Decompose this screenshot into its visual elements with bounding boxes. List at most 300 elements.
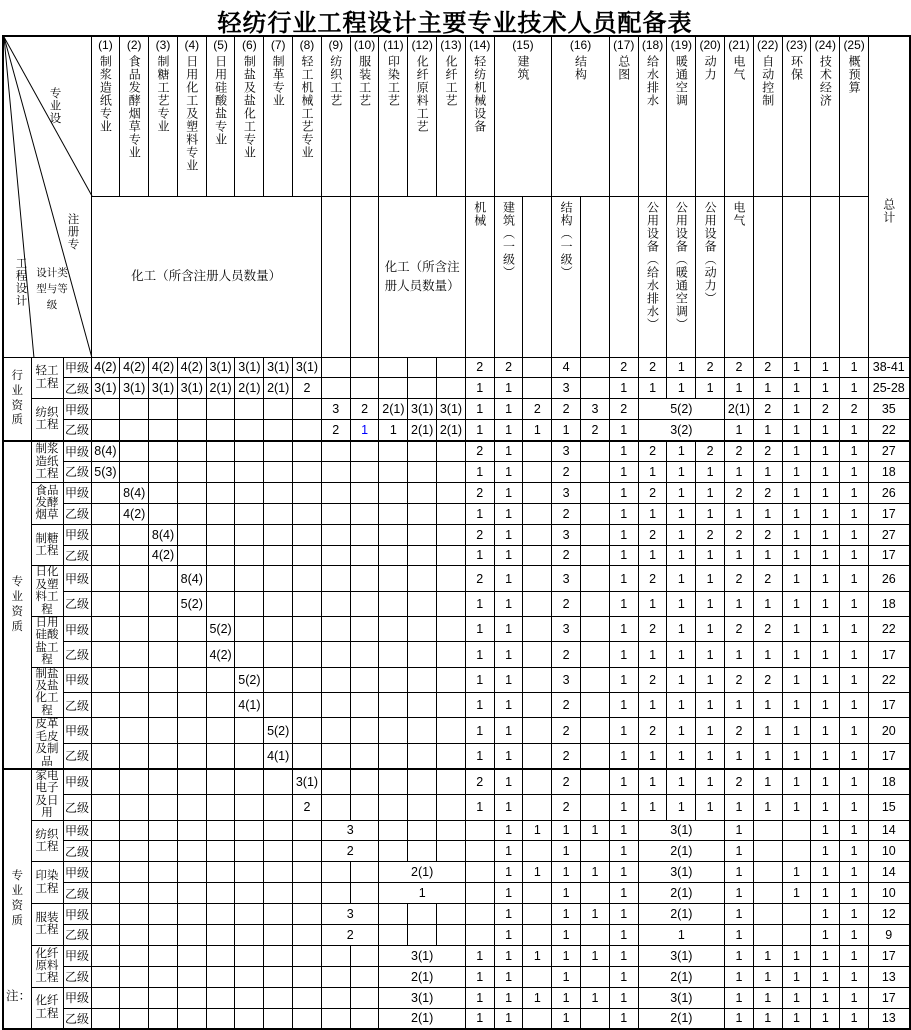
empty-cell bbox=[264, 945, 293, 966]
data-cell: 1 bbox=[811, 820, 840, 841]
empty-cell bbox=[91, 591, 120, 616]
empty-cell bbox=[235, 503, 264, 524]
empty-cell bbox=[235, 566, 264, 591]
data-cell: 1 bbox=[638, 378, 667, 399]
data-cell: 1 bbox=[581, 862, 610, 883]
table-row bbox=[3, 841, 910, 862]
data-cell: 1 bbox=[753, 794, 782, 820]
data-cell: 1 bbox=[725, 692, 754, 717]
empty-cell bbox=[321, 545, 350, 566]
empty-cell bbox=[581, 461, 610, 482]
empty-cell bbox=[293, 924, 322, 945]
data-cell: 1 bbox=[552, 883, 581, 904]
grade-cell: 甲级 bbox=[63, 945, 91, 966]
empty-cell bbox=[523, 566, 552, 591]
subheader-name: 机械 bbox=[472, 200, 487, 227]
data-cell: 1 bbox=[667, 718, 696, 744]
data-cell: 1 bbox=[609, 378, 638, 399]
empty-cell bbox=[437, 820, 466, 841]
data-cell: 1 bbox=[811, 524, 840, 545]
column-name: 轻工机械工艺专业 bbox=[299, 55, 314, 160]
empty-cell bbox=[177, 524, 206, 545]
empty-cell bbox=[120, 461, 149, 482]
column-header-11 bbox=[379, 36, 408, 196]
data-cell: 1 bbox=[494, 591, 523, 616]
data-cell: 1 bbox=[811, 966, 840, 987]
grade-cell: 乙级 bbox=[63, 642, 91, 667]
empty-cell bbox=[293, 420, 322, 441]
data-cell: 1 bbox=[811, 924, 840, 945]
table-row bbox=[3, 692, 910, 717]
column-number: (7) bbox=[270, 38, 286, 52]
empty-cell bbox=[264, 524, 293, 545]
data-cell: 1 bbox=[465, 987, 494, 1008]
data-cell: 1 bbox=[811, 566, 840, 591]
empty-cell bbox=[523, 357, 552, 378]
data-cell: 2(1) bbox=[638, 883, 724, 904]
empty-cell bbox=[149, 617, 178, 642]
empty-cell bbox=[437, 566, 466, 591]
column-number: (1) bbox=[98, 38, 113, 52]
empty-cell bbox=[149, 566, 178, 591]
total-cell: 18 bbox=[869, 461, 910, 482]
data-cell: 1 bbox=[753, 987, 782, 1008]
data-cell: 1 bbox=[840, 566, 869, 591]
table-row bbox=[3, 924, 910, 945]
empty-cell bbox=[206, 482, 235, 503]
data-cell: 1 bbox=[638, 924, 724, 945]
empty-cell bbox=[206, 692, 235, 717]
data-cell: 2 bbox=[552, 692, 581, 717]
data-cell: 1 bbox=[609, 503, 638, 524]
data-cell: 1 bbox=[638, 461, 667, 482]
data-cell: 1 bbox=[782, 420, 811, 441]
data-cell: 1 bbox=[811, 718, 840, 744]
data-cell: 1 bbox=[782, 357, 811, 378]
data-cell: 1 bbox=[523, 862, 552, 883]
table-row bbox=[3, 420, 910, 441]
empty-cell bbox=[293, 482, 322, 503]
data-cell: 1 bbox=[725, 945, 754, 966]
column-header-4 bbox=[177, 36, 206, 196]
subheader-cell-5 bbox=[494, 196, 523, 357]
data-cell: 1 bbox=[725, 924, 754, 945]
data-cell: 1 bbox=[840, 482, 869, 503]
empty-cell bbox=[408, 378, 437, 399]
empty-cell bbox=[379, 924, 408, 945]
grade-cell: 乙级 bbox=[63, 924, 91, 945]
empty-cell bbox=[350, 667, 379, 692]
column-number: (19) bbox=[670, 38, 692, 52]
data-cell: 1 bbox=[494, 904, 523, 925]
empty-cell bbox=[408, 461, 437, 482]
empty-cell bbox=[120, 642, 149, 667]
data-cell: 8(4) bbox=[120, 482, 149, 503]
grade-cell: 乙级 bbox=[63, 841, 91, 862]
data-cell: 1 bbox=[725, 794, 754, 820]
empty-cell bbox=[379, 820, 408, 841]
column-name: 纺织工艺 bbox=[328, 55, 343, 108]
empty-cell bbox=[321, 692, 350, 717]
data-cell: 1 bbox=[523, 420, 552, 441]
subheader-name: 建筑（一级） bbox=[501, 200, 516, 279]
subheader-name: 公用设备（动力） bbox=[703, 200, 718, 305]
total-cell: 17 bbox=[869, 945, 910, 966]
empty-cell bbox=[206, 399, 235, 420]
data-cell: 1 bbox=[581, 904, 610, 925]
subheader-cell-6 bbox=[523, 196, 552, 357]
total-cell: 35 bbox=[869, 399, 910, 420]
empty-cell bbox=[437, 718, 466, 744]
data-cell: 3(1) bbox=[408, 399, 437, 420]
data-cell: 1 bbox=[696, 545, 725, 566]
data-cell: 1 bbox=[494, 378, 523, 399]
data-cell: 1 bbox=[465, 692, 494, 717]
subheader-name: 电气 bbox=[731, 200, 746, 227]
empty-cell bbox=[206, 566, 235, 591]
data-cell: 1 bbox=[494, 441, 523, 462]
data-cell: 3 bbox=[321, 399, 350, 420]
subheader-cell-16 bbox=[811, 196, 840, 357]
data-cell: 3 bbox=[552, 482, 581, 503]
table-row bbox=[3, 357, 910, 378]
data-cell: 2(1) bbox=[235, 378, 264, 399]
data-cell: 1 bbox=[494, 667, 523, 692]
empty-cell bbox=[408, 743, 437, 769]
grade-cell: 甲级 bbox=[63, 904, 91, 925]
subheader-cell-17 bbox=[840, 196, 869, 357]
data-cell: 1 bbox=[609, 1008, 638, 1029]
empty-cell bbox=[264, 503, 293, 524]
empty-cell bbox=[321, 1008, 350, 1029]
table-row bbox=[3, 945, 910, 966]
empty-cell bbox=[321, 441, 350, 462]
empty-cell bbox=[293, 904, 322, 925]
empty-cell bbox=[408, 904, 437, 925]
empty-cell bbox=[149, 692, 178, 717]
data-cell: 1 bbox=[494, 692, 523, 717]
empty-cell bbox=[293, 945, 322, 966]
data-cell: 2 bbox=[753, 617, 782, 642]
empty-cell bbox=[523, 924, 552, 945]
data-cell: 1 bbox=[696, 642, 725, 667]
data-cell: 1 bbox=[725, 987, 754, 1008]
data-cell: 1 bbox=[782, 441, 811, 462]
empty-cell bbox=[206, 743, 235, 769]
data-cell: 3 bbox=[552, 617, 581, 642]
data-cell: 2(1) bbox=[408, 420, 437, 441]
data-cell: 1 bbox=[494, 503, 523, 524]
data-cell: 1 bbox=[782, 862, 811, 883]
empty-cell bbox=[350, 743, 379, 769]
empty-cell bbox=[523, 591, 552, 616]
empty-cell bbox=[235, 820, 264, 841]
empty-cell bbox=[91, 545, 120, 566]
empty-cell bbox=[149, 591, 178, 616]
empty-cell bbox=[206, 945, 235, 966]
data-cell: 1 bbox=[782, 642, 811, 667]
empty-cell bbox=[379, 642, 408, 667]
empty-cell bbox=[206, 904, 235, 925]
empty-cell bbox=[235, 524, 264, 545]
data-cell: 1 bbox=[840, 966, 869, 987]
empty-cell bbox=[379, 482, 408, 503]
empty-cell bbox=[437, 617, 466, 642]
empty-cell bbox=[149, 399, 178, 420]
empty-cell bbox=[437, 692, 466, 717]
total-cell: 26 bbox=[869, 482, 910, 503]
data-cell: 1 bbox=[494, 545, 523, 566]
data-cell: 1 bbox=[465, 1008, 494, 1029]
data-cell: 1 bbox=[465, 399, 494, 420]
corner-cell bbox=[3, 36, 91, 357]
data-cell: 2 bbox=[725, 667, 754, 692]
empty-cell bbox=[149, 841, 178, 862]
data-cell: 2(1) bbox=[379, 399, 408, 420]
empty-cell bbox=[177, 883, 206, 904]
empty-cell bbox=[293, 545, 322, 566]
data-cell: 1 bbox=[753, 420, 782, 441]
empty-cell bbox=[235, 924, 264, 945]
subheader-cell-4 bbox=[465, 196, 494, 357]
subheader-cell-13 bbox=[725, 196, 754, 357]
empty-cell bbox=[350, 482, 379, 503]
column-header-3 bbox=[149, 36, 178, 196]
empty-cell bbox=[264, 441, 293, 462]
data-cell: 4 bbox=[552, 357, 581, 378]
data-cell: 2 bbox=[465, 441, 494, 462]
empty-cell bbox=[581, 378, 610, 399]
data-cell: 1 bbox=[725, 862, 754, 883]
data-cell: 1 bbox=[609, 591, 638, 616]
data-cell: 1 bbox=[465, 642, 494, 667]
data-cell: 2 bbox=[725, 718, 754, 744]
empty-cell bbox=[321, 987, 350, 1008]
empty-cell bbox=[437, 482, 466, 503]
total-cell: 27 bbox=[869, 524, 910, 545]
empty-cell bbox=[293, 1008, 322, 1029]
empty-cell bbox=[437, 524, 466, 545]
empty-cell bbox=[91, 966, 120, 987]
data-cell: 1 bbox=[638, 591, 667, 616]
engineering-type-label: 食品发酵烟草 bbox=[31, 482, 63, 524]
empty-cell bbox=[235, 642, 264, 667]
column-name: 给水排水 bbox=[645, 55, 660, 108]
column-header-12 bbox=[408, 36, 437, 196]
data-cell: 1 bbox=[494, 883, 523, 904]
data-cell: 1 bbox=[581, 987, 610, 1008]
column-name: 总图 bbox=[616, 55, 631, 82]
data-cell: 1 bbox=[667, 545, 696, 566]
data-cell: 3 bbox=[552, 667, 581, 692]
data-cell: 2 bbox=[321, 420, 350, 441]
grade-cell: 甲级 bbox=[63, 820, 91, 841]
column-name: 轻纺机械设备 bbox=[472, 55, 487, 134]
empty-cell bbox=[91, 482, 120, 503]
empty-cell bbox=[235, 591, 264, 616]
column-header-5 bbox=[206, 36, 235, 196]
empty-cell bbox=[408, 924, 437, 945]
data-cell: 2(1) bbox=[638, 904, 724, 925]
table-row bbox=[3, 862, 910, 883]
data-cell: 1 bbox=[609, 642, 638, 667]
table-row bbox=[3, 591, 910, 616]
empty-cell bbox=[753, 883, 782, 904]
empty-cell bbox=[437, 378, 466, 399]
data-cell: 1 bbox=[494, 862, 523, 883]
empty-cell bbox=[293, 591, 322, 616]
data-cell: 1 bbox=[609, 966, 638, 987]
empty-cell bbox=[149, 482, 178, 503]
grade-cell: 甲级 bbox=[63, 769, 91, 795]
column-header-23 bbox=[782, 36, 811, 196]
empty-cell bbox=[321, 461, 350, 482]
data-cell: 1 bbox=[552, 966, 581, 987]
empty-cell bbox=[523, 904, 552, 925]
grade-cell: 乙级 bbox=[63, 420, 91, 441]
data-cell: 1 bbox=[523, 945, 552, 966]
table-row bbox=[3, 794, 910, 820]
data-cell: 1 bbox=[696, 769, 725, 795]
empty-cell bbox=[437, 642, 466, 667]
data-cell: 1 bbox=[811, 743, 840, 769]
total-cell: 10 bbox=[869, 883, 910, 904]
engineering-type-label: 轻工工程 bbox=[31, 357, 63, 399]
empty-cell bbox=[321, 642, 350, 667]
empty-cell bbox=[437, 743, 466, 769]
data-cell: 1 bbox=[782, 482, 811, 503]
column-header-16 bbox=[552, 36, 610, 196]
empty-cell bbox=[177, 420, 206, 441]
data-cell: 1 bbox=[840, 1008, 869, 1029]
empty-cell bbox=[264, 769, 293, 795]
empty-cell bbox=[321, 743, 350, 769]
empty-cell bbox=[120, 883, 149, 904]
data-cell: 1 bbox=[725, 420, 754, 441]
data-cell: 8(4) bbox=[91, 441, 120, 462]
subheader-cell-14 bbox=[753, 196, 782, 357]
empty-cell bbox=[177, 769, 206, 795]
empty-cell bbox=[523, 482, 552, 503]
data-cell: 4(1) bbox=[264, 743, 293, 769]
data-cell: 1 bbox=[753, 945, 782, 966]
data-cell: 1 bbox=[523, 987, 552, 1008]
empty-cell bbox=[206, 820, 235, 841]
subheader-name: 结构（一级） bbox=[559, 200, 574, 279]
empty-cell bbox=[120, 945, 149, 966]
empty-cell bbox=[408, 718, 437, 744]
data-cell: 1 bbox=[494, 841, 523, 862]
data-cell: 2 bbox=[552, 743, 581, 769]
column-number: (17) bbox=[613, 38, 635, 52]
empty-cell bbox=[91, 841, 120, 862]
data-cell: 1 bbox=[609, 904, 638, 925]
empty-cell bbox=[321, 503, 350, 524]
data-cell: 2 bbox=[552, 718, 581, 744]
empty-cell bbox=[465, 862, 494, 883]
grade-cell: 甲级 bbox=[63, 718, 91, 744]
empty-cell bbox=[379, 566, 408, 591]
total-cell: 22 bbox=[869, 617, 910, 642]
empty-cell bbox=[177, 820, 206, 841]
data-cell: 1 bbox=[811, 591, 840, 616]
data-cell: 1 bbox=[465, 794, 494, 820]
data-cell: 1 bbox=[811, 503, 840, 524]
data-cell: 1 bbox=[609, 692, 638, 717]
column-header-7 bbox=[264, 36, 293, 196]
data-cell: 1 bbox=[753, 642, 782, 667]
empty-cell bbox=[91, 503, 120, 524]
empty-cell bbox=[379, 692, 408, 717]
data-cell: 2 bbox=[552, 591, 581, 616]
data-cell: 1 bbox=[696, 692, 725, 717]
empty-cell bbox=[581, 642, 610, 667]
empty-cell bbox=[91, 420, 120, 441]
data-cell: 1 bbox=[782, 399, 811, 420]
empty-cell bbox=[293, 820, 322, 841]
empty-cell bbox=[437, 841, 466, 862]
total-cell: 38-41 bbox=[869, 357, 910, 378]
column-number: (14) bbox=[469, 38, 491, 52]
column-header-9 bbox=[321, 36, 350, 196]
data-cell: 1 bbox=[782, 718, 811, 744]
data-cell: 1 bbox=[609, 883, 638, 904]
empty-cell bbox=[321, 966, 350, 987]
data-cell: 1 bbox=[725, 642, 754, 667]
empty-cell bbox=[523, 545, 552, 566]
data-cell: 1 bbox=[465, 591, 494, 616]
data-cell: 1 bbox=[840, 743, 869, 769]
empty-cell bbox=[149, 667, 178, 692]
empty-cell bbox=[235, 461, 264, 482]
empty-cell bbox=[379, 769, 408, 795]
data-cell: 1 bbox=[667, 591, 696, 616]
column-name: 环保 bbox=[789, 55, 804, 82]
column-header-6 bbox=[235, 36, 264, 196]
empty-cell bbox=[293, 718, 322, 744]
grade-cell: 乙级 bbox=[63, 1008, 91, 1029]
grade-cell: 乙级 bbox=[63, 743, 91, 769]
data-cell: 5(2) bbox=[177, 591, 206, 616]
data-cell: 1 bbox=[811, 357, 840, 378]
subheader-cell-0: 化工（所含注册人员数量） bbox=[91, 196, 321, 357]
data-cell: 2(1) bbox=[379, 966, 465, 987]
data-cell: 3(1) bbox=[91, 378, 120, 399]
subheader-cell-3: 化工（所含注册人员数量） bbox=[379, 196, 465, 357]
empty-cell bbox=[91, 718, 120, 744]
column-name: 概预算 bbox=[847, 55, 862, 95]
data-cell: 1 bbox=[782, 566, 811, 591]
engineering-type-label: 皮革毛皮及制品 bbox=[31, 718, 63, 769]
column-header-2 bbox=[120, 36, 149, 196]
column-number: (6) bbox=[242, 38, 257, 52]
data-cell: 2 bbox=[753, 566, 782, 591]
empty-cell bbox=[753, 924, 782, 945]
data-cell: 4(2) bbox=[120, 357, 149, 378]
total-cell: 12 bbox=[869, 904, 910, 925]
data-cell: 1 bbox=[667, 566, 696, 591]
data-cell: 3(1) bbox=[638, 820, 724, 841]
data-cell: 1 bbox=[840, 820, 869, 841]
empty-cell bbox=[379, 503, 408, 524]
empty-cell bbox=[264, 820, 293, 841]
data-cell: 1 bbox=[811, 841, 840, 862]
column-number: (18) bbox=[641, 38, 664, 52]
column-header-10 bbox=[350, 36, 379, 196]
empty-cell bbox=[437, 545, 466, 566]
grade-cell: 甲级 bbox=[63, 566, 91, 591]
data-cell: 1 bbox=[581, 945, 610, 966]
